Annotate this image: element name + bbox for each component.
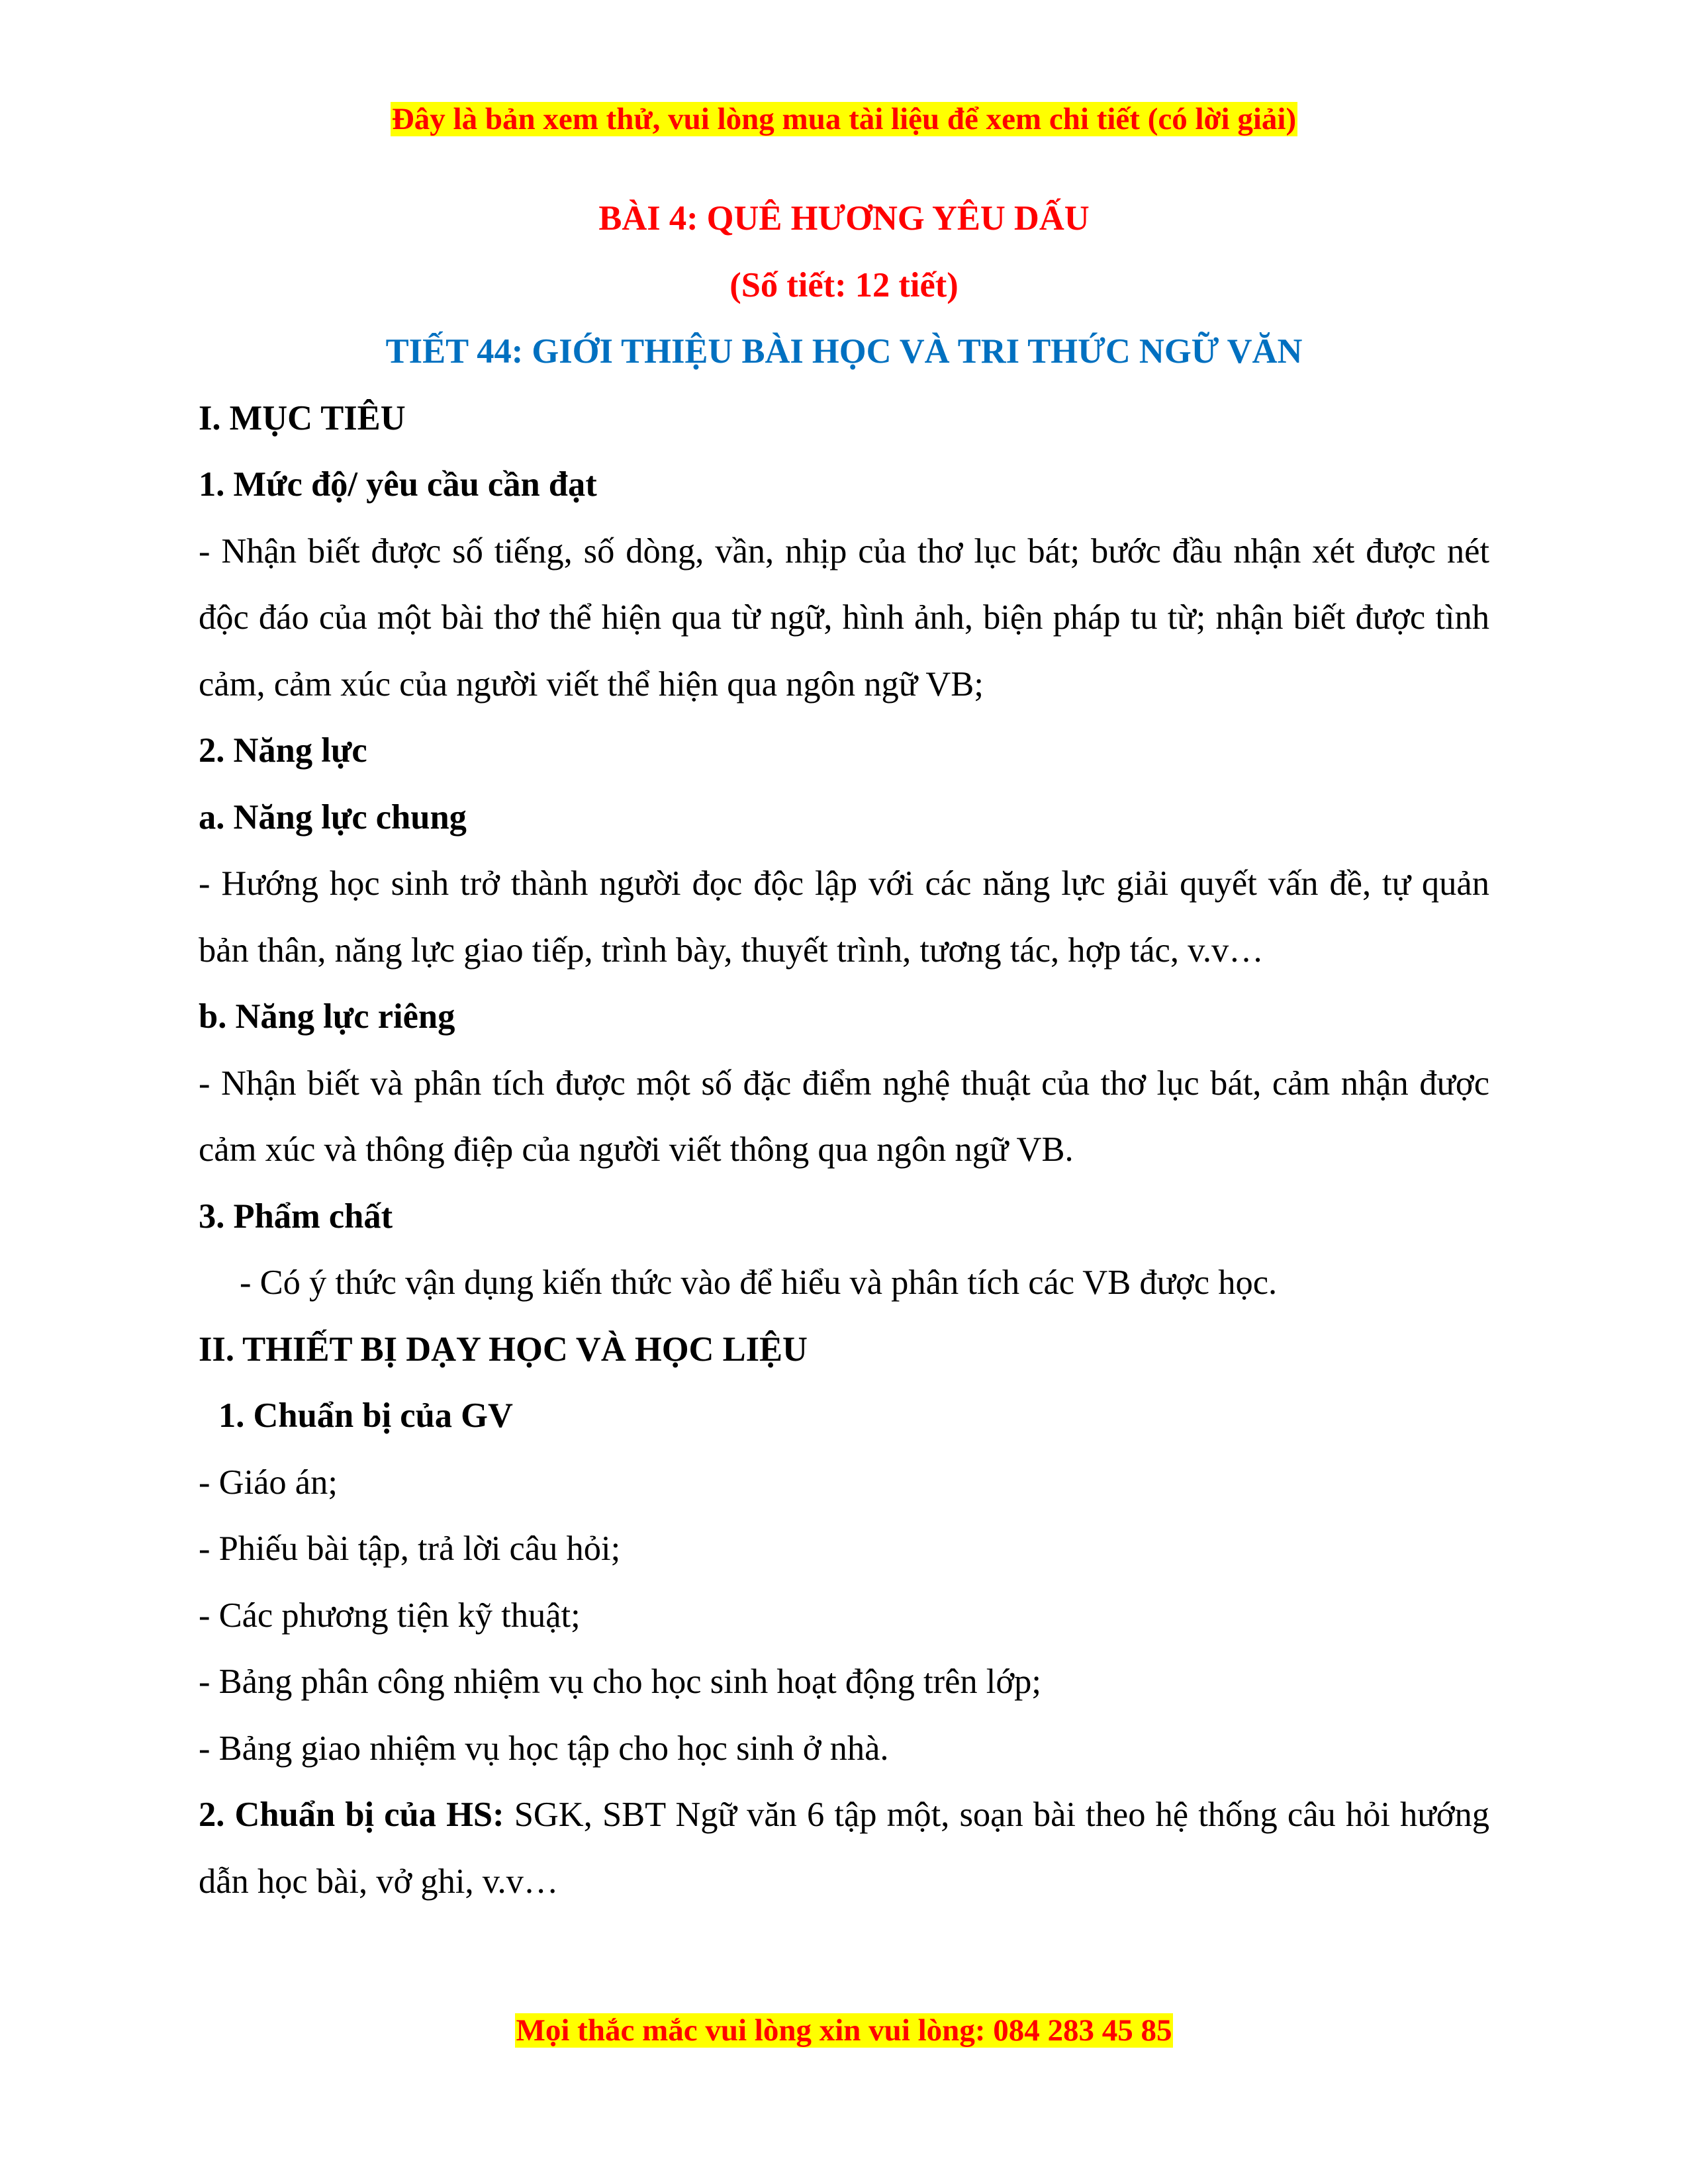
contact-banner	[0, 2011, 1688, 2050]
section-materials-heading: II. THIẾT BỊ DẠY HỌC VÀ HỌC LIỆU	[199, 1330, 808, 1369]
lesson-period-count: (Số tiết: 12 tiết)	[729, 265, 959, 304]
lesson-main-title: BÀI 4: QUÊ HƯƠNG YÊU DẤU	[598, 199, 1090, 238]
section-objectives-heading: I. MỤC TIÊU	[199, 398, 406, 437]
paragraph-requirements: - Nhận biết được số tiếng, số dòng, vần, nhịp của thơ lục bát; bước đầu nhận xét được nét độc đáo của một bài thơ thể hiện qua từ ngữ, hình ảnh, biện pháp tu từ; nhận biết được tình cảm, cảm xúc của người viết thể hiện qua ngôn ngữ VB;	[199, 531, 1489, 704]
subheading-competencies: 2. Năng lực	[199, 731, 367, 770]
contact-text: Mọi thắc mắc vui lòng xin vui lòng: 084 283 45 85	[516, 2013, 1172, 2048]
list-item: - Bảng giao nhiệm vụ học tập cho học sinh ở nhà.	[199, 1729, 889, 1768]
subheading-teacher-prep: 1. Chuẩn bị của GV	[218, 1396, 513, 1435]
document-body	[199, 185, 1489, 1915]
subheading-requirements: 1. Mức độ/ yêu cầu cần đạt	[199, 465, 597, 504]
subheading-qualities: 3. Phẩm chất	[199, 1197, 393, 1236]
list-item: - Bảng phân công nhiệm vụ cho học sinh hoạt động trên lớp;	[199, 1662, 1041, 1701]
preview-notice-banner	[0, 99, 1688, 139]
student-prep-label: 2. Chuẩn bị của HS:	[199, 1796, 504, 1834]
preview-notice-text: Đây là bản xem thử, vui lòng mua tài liệu để xem chi tiết (có lời giải)	[391, 102, 1297, 136]
list-item: - Giáo án;	[199, 1463, 338, 1502]
paragraph-student-prep	[199, 1782, 1489, 1915]
student-prep-text: SGK, SBT Ngữ văn 6 tập một, soạn bài theo hệ thống câu hỏi hướng dẫn học bài, vở ghi, v.v…	[199, 1796, 1489, 1901]
list-item: - Các phương tiện kỹ thuật;	[199, 1596, 581, 1635]
lesson-period-title: TIẾT 44: GIỚI THIỆU BÀI HỌC VÀ TRI THỨC NGỮ VĂN	[385, 332, 1303, 371]
paragraph-specific-competency: - Nhận biết và phân tích được một số đặc điểm nghệ thuật của thơ lục bát, cảm nhận được cảm xúc và thông điệp của người viết thông qua ngôn ngữ VB.	[199, 1064, 1489, 1169]
paragraph-qualities: - Có ý thức vận dụng kiến thức vào để hiểu và phân tích các VB được học.	[240, 1263, 1278, 1302]
subheading-specific-competency: b. Năng lực riêng	[199, 997, 455, 1036]
paragraph-general-competency: - Hướng học sinh trở thành người đọc độc lập với các năng lực giải quyết vấn đề, tự quản bản thân, năng lực giao tiếp, trình bày, thuyết trình, tương tác, hợp tác, v.v…	[199, 864, 1489, 970]
list-item: - Phiếu bài tập, trả lời câu hỏi;	[199, 1529, 621, 1568]
subheading-general-competency: a. Năng lực chung	[199, 797, 467, 837]
